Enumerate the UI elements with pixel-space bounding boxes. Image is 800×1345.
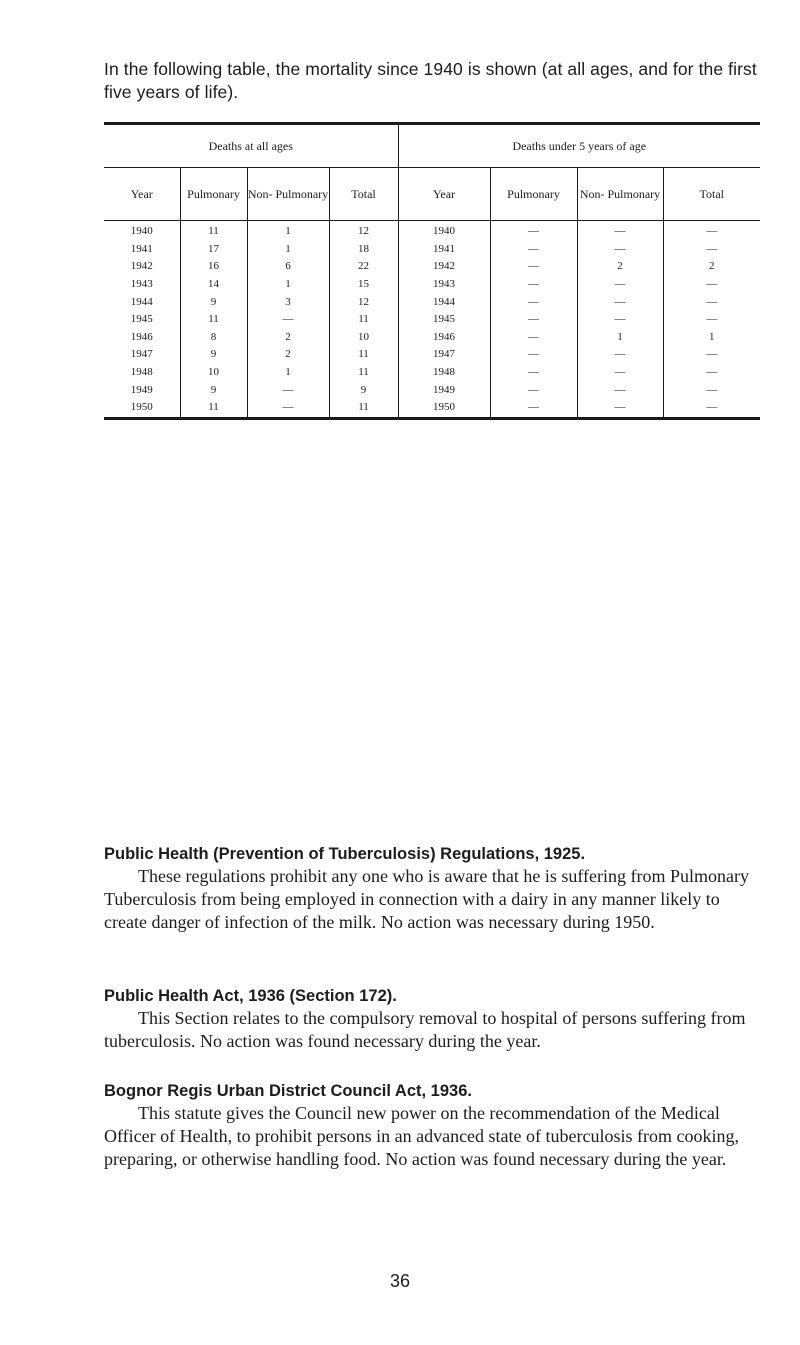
table-body xyxy=(104,221,760,419)
table-cell: 1 xyxy=(247,241,329,259)
table-cell: — xyxy=(663,293,760,311)
table-cell: 9 xyxy=(180,293,247,311)
table-cell: 2 xyxy=(247,329,329,347)
table-cell: 1950 xyxy=(130,401,153,414)
col-header-pulmonary-under-5: Pulmonary xyxy=(490,168,577,221)
table-row xyxy=(104,329,760,347)
table-cell: 11 xyxy=(180,399,247,418)
table-cell: — xyxy=(490,221,577,241)
table-cell: 1945 xyxy=(130,313,153,326)
table-cell: — xyxy=(577,221,663,241)
table-cell: 11 xyxy=(329,346,398,364)
section-body: These regulations prohibit any one who is aware that he is suffering from Pulmonary Tuberculosis from being employed in connection with a dairy in any manner likely to create danger of infection of the milk. No action was necessary during 1950. xyxy=(104,866,750,932)
table-cell: 1947 xyxy=(398,346,490,364)
table-cell: 12 xyxy=(329,293,398,311)
table-cell: — xyxy=(663,241,760,259)
table-row xyxy=(104,399,760,418)
table-cell: 1 xyxy=(247,364,329,382)
table-cell: — xyxy=(663,311,760,329)
table-cell: — xyxy=(490,346,577,364)
table-cell: 1945 xyxy=(398,311,490,329)
group-header-all-ages: Deaths at all ages xyxy=(104,124,398,168)
section-bognor-regis-act xyxy=(104,1080,760,1171)
table-cell: — xyxy=(577,241,663,259)
table-cell: 1 xyxy=(577,329,663,347)
section-tb-regulations xyxy=(104,843,760,934)
section-body: This Section relates to the compulsory removal to hospital of persons suffering from tuberculosis. No action was found necessary during the year. xyxy=(104,1008,746,1051)
table-cell: — xyxy=(663,221,760,241)
table-cell: — xyxy=(577,381,663,399)
table-cell: — xyxy=(577,311,663,329)
table-cell: — xyxy=(490,258,577,276)
table-cell: — xyxy=(663,346,760,364)
table-cell: — xyxy=(490,381,577,399)
table-cell: 1 xyxy=(663,329,760,347)
table-row xyxy=(104,293,760,311)
table-cell: — xyxy=(247,311,329,329)
table-cell: — xyxy=(490,364,577,382)
table-cell: 1940 xyxy=(398,221,490,241)
table-row xyxy=(104,311,760,329)
table-cell: 1940 xyxy=(130,225,153,238)
table-cell: — xyxy=(577,276,663,294)
table-row xyxy=(104,364,760,382)
table-cell: — xyxy=(247,381,329,399)
table-cell: 10 xyxy=(329,329,398,347)
table-row xyxy=(104,241,760,259)
group-header-under-5: Deaths under 5 years of age xyxy=(398,124,760,168)
table-cell: 1944 xyxy=(398,293,490,311)
table-cell: 1942 xyxy=(398,258,490,276)
table-cell: — xyxy=(490,329,577,347)
table-cell: — xyxy=(490,276,577,294)
col-header-year: Year xyxy=(104,168,180,221)
table-cell: 1946 xyxy=(130,330,153,343)
table-cell: 1943 xyxy=(398,276,490,294)
table-cell: 1942 xyxy=(130,260,153,273)
table-cell: 1948 xyxy=(130,366,153,379)
section-heading: Public Health (Prevention of Tuberculosis) Regulations, 1925. xyxy=(104,845,586,863)
table-cell: 14 xyxy=(180,276,247,294)
table-cell: 3 xyxy=(247,293,329,311)
table-cell: — xyxy=(490,293,577,311)
table-cell: 18 xyxy=(329,241,398,259)
col-header-year-under-5: Year xyxy=(398,168,490,221)
table-cell: — xyxy=(490,399,577,418)
table-row xyxy=(104,221,760,241)
table-cell: 9 xyxy=(180,346,247,364)
table-cell: 17 xyxy=(180,241,247,259)
table-row xyxy=(104,381,760,399)
table-cell: — xyxy=(577,346,663,364)
table-cell: 11 xyxy=(329,399,398,418)
table-cell: — xyxy=(577,293,663,311)
section-body: This statute gives the Council new power on the recommendation of the Medical Officer of Health, to prohibit persons in an advanced state of tuberculosis from cooking, preparing, or otherwise handling food. No action was found necessary during the year. xyxy=(104,1103,739,1169)
table-row xyxy=(104,276,760,294)
col-header-non-pulmonary-under-5: Non- Pulmonary xyxy=(577,168,663,221)
table-cell: — xyxy=(247,399,329,418)
table-cell: 11 xyxy=(329,311,398,329)
table-cell: — xyxy=(490,241,577,259)
table-cell: 1941 xyxy=(130,242,153,255)
table-cell: 11 xyxy=(180,311,247,329)
col-header-total-under-5: Total xyxy=(663,168,760,221)
section-heading: Bognor Regis Urban District Council Act, 1936. xyxy=(104,1082,472,1100)
table-cell: 9 xyxy=(180,381,247,399)
table-cell: 2 xyxy=(577,258,663,276)
table-cell: 1949 xyxy=(398,381,490,399)
page-number: 36 xyxy=(389,1271,411,1291)
table-cell: 11 xyxy=(180,221,247,241)
table-cell: 1950 xyxy=(398,399,490,418)
table-cell: 1947 xyxy=(130,348,153,361)
col-header-pulmonary: Pulmonary xyxy=(180,168,247,221)
table-cell: 1948 xyxy=(398,364,490,382)
table-cell: — xyxy=(663,276,760,294)
table-cell: 12 xyxy=(329,221,398,241)
col-header-total: Total xyxy=(329,168,398,221)
table-cell: — xyxy=(577,399,663,418)
table-cell: 1946 xyxy=(398,329,490,347)
table-cell: 1941 xyxy=(398,241,490,259)
table-cell: 2 xyxy=(663,258,760,276)
table-row xyxy=(104,346,760,364)
table-cell: 10 xyxy=(180,364,247,382)
table-cell: 2 xyxy=(247,346,329,364)
table-cell: — xyxy=(663,381,760,399)
section-heading: Public Health Act, 1936 (Section 172). xyxy=(104,987,397,1005)
table-cell: 22 xyxy=(329,258,398,276)
table-cell: 6 xyxy=(247,258,329,276)
table-cell: — xyxy=(663,399,760,418)
table-cell: 16 xyxy=(180,258,247,276)
table-cell: 9 xyxy=(329,381,398,399)
mortality-table xyxy=(104,122,760,420)
intro-paragraph: In the following table, the mortality since 1940 is shown (at all ages, and for the first five years of life). xyxy=(104,59,757,102)
table-cell: 15 xyxy=(329,276,398,294)
section-public-health-act xyxy=(104,985,760,1053)
table-cell: 8 xyxy=(180,329,247,347)
table-cell: 11 xyxy=(329,364,398,382)
table-row xyxy=(104,258,760,276)
table-cell: — xyxy=(577,364,663,382)
table-cell: 1 xyxy=(247,276,329,294)
table-cell: 1944 xyxy=(130,295,153,308)
table-cell: 1943 xyxy=(130,278,153,291)
col-header-non-pulmonary: Non- Pulmonary xyxy=(247,168,329,221)
table-cell: — xyxy=(490,311,577,329)
table-cell: 1949 xyxy=(130,383,153,396)
table-cell: — xyxy=(663,364,760,382)
table-cell: 1 xyxy=(247,221,329,241)
